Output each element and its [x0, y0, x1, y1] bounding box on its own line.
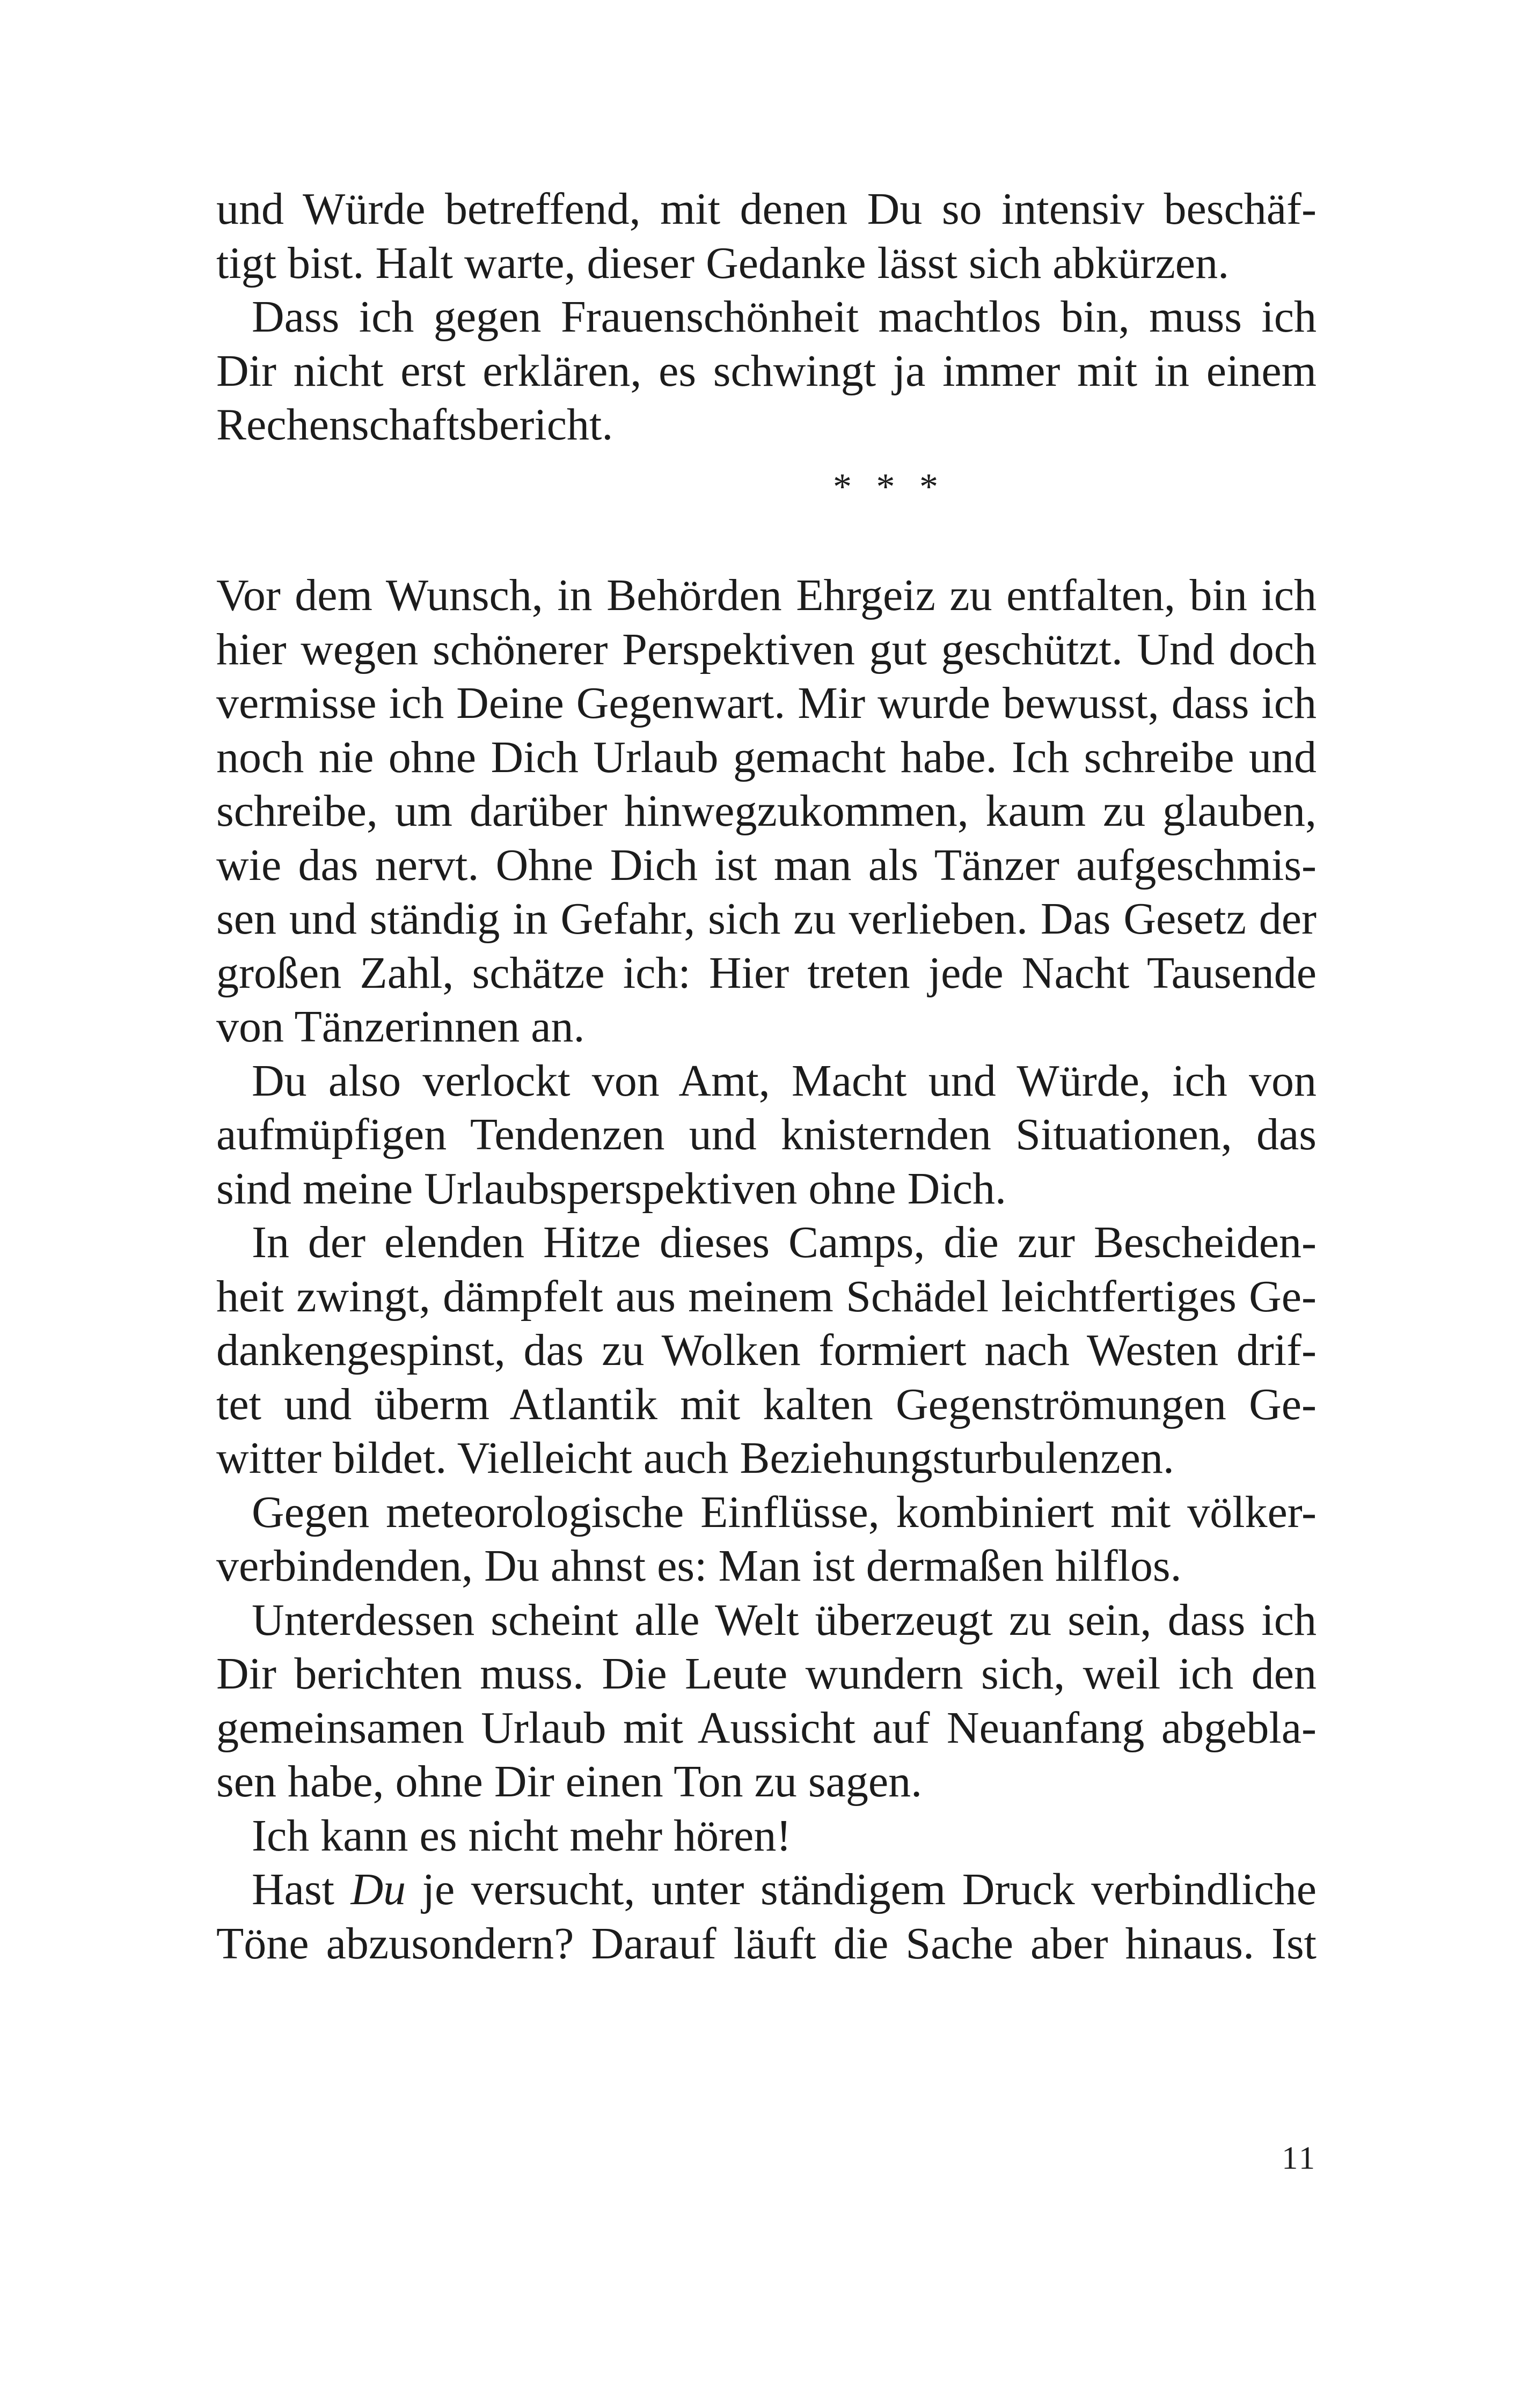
text-line: Gegen meteorologische Einflüsse, kombiniert mit völker- — [252, 1487, 1317, 1537]
text-line: Dir nicht erst erklären, es schwingt ja immer mit in einem — [216, 346, 1317, 396]
text-line: Ich kann es nicht mehr hören! — [252, 1810, 792, 1861]
text-line: vermisse ich Deine Gegenwart. Mir wurde bewusst, dass ich — [216, 678, 1317, 728]
text-line: Dir berichten muss. Die Leute wundern sich, weil ich den — [216, 1649, 1317, 1699]
text-run: Hast — [252, 1864, 351, 1914]
text-line: Rechenschaftsbericht. — [216, 400, 613, 450]
text-line: sen und ständig in Gefahr, sich zu verlieben. Das Gesetz der — [216, 894, 1317, 944]
text-line: gemeinsamen Urlaub mit Aussicht auf Neuanfang abgebla- — [216, 1702, 1317, 1753]
text-line: noch nie ohne Dich Urlaub gemacht habe. Ich schreibe und — [216, 732, 1317, 782]
text-line: hier wegen schönerer Perspektiven gut geschützt. Und doch — [216, 624, 1317, 674]
text-line: aufmüpfigen Tendenzen und knisternden Situationen, das — [216, 1110, 1317, 1159]
text-line: tigt bist. Halt warte, dieser Gedanke lässt sich abkürzen. — [216, 238, 1230, 288]
paragraph — [216, 1486, 1317, 1594]
text-line: Unterdessen scheint alle Welt überzeugt zu sein, dass ich — [252, 1595, 1317, 1645]
text-line: sind meine Urlaubsperspektiven ohne Dich. — [216, 1163, 1006, 1214]
text-line: In der elenden Hitze dieses Camps, die zur Bescheiden- — [252, 1217, 1317, 1267]
section-separator: * * * — [833, 466, 946, 508]
text-line — [216, 1863, 1317, 1917]
text-line: dankengespinst, das zu Wolken formiert nach Westen drif- — [216, 1325, 1317, 1375]
paragraph — [216, 569, 1317, 1054]
text-line: Dass ich gegen Frauenschönheit machtlos bin, muss ich — [252, 292, 1317, 342]
text-line: Du also verlockt von Amt, Macht und Würde, ich von — [252, 1055, 1317, 1106]
text-block-main — [216, 569, 1317, 1971]
text-block-top — [216, 182, 1317, 452]
text-line: Töne abzusondern? Darauf läuft die Sache aber hinaus. Ist — [216, 1918, 1317, 1969]
paragraph — [216, 182, 1317, 290]
text-line: schreibe, um darüber hinwegzukommen, kaum zu glauben, — [216, 786, 1317, 836]
page-number: 11 — [1282, 2140, 1317, 2176]
text-run: je versucht, unter ständigem Druck verbindliche — [406, 1864, 1317, 1914]
text-line: verbindenden, Du ahnst es: Man ist dermaßen hilflos. — [216, 1541, 1182, 1591]
emphasis-text: Du — [350, 1864, 406, 1914]
text-line: sen habe, ohne Dir einen Ton zu sagen. — [216, 1757, 923, 1807]
text-line: von Tänzerinnen an. — [216, 1002, 585, 1052]
paragraph — [216, 1054, 1317, 1216]
paragraph — [216, 290, 1317, 452]
text-line: Vor dem Wunsch, in Behörden Ehrgeiz zu entfalten, bin ich — [216, 570, 1317, 620]
paragraph — [216, 1863, 1317, 1971]
text-line: witter bildet. Vielleicht auch Beziehungsturbulenzen. — [216, 1433, 1174, 1483]
paragraph — [216, 1809, 1317, 1863]
text-line: heit zwingt, dämpfelt aus meinem Schädel leichtfertiges Ge- — [216, 1271, 1317, 1322]
paragraph — [216, 1594, 1317, 1809]
text-line: tet und überm Atlantik mit kalten Gegenströmungen Ge- — [216, 1379, 1317, 1429]
text-line: großen Zahl, schätze ich: Hier treten jede Nacht Tausende — [216, 948, 1317, 998]
text-line: wie das nervt. Ohne Dich ist man als Tänzer aufgeschmis- — [216, 840, 1317, 890]
paragraph — [216, 1216, 1317, 1486]
text-line: und Würde betreffend, mit denen Du so intensiv beschäf- — [216, 184, 1317, 234]
